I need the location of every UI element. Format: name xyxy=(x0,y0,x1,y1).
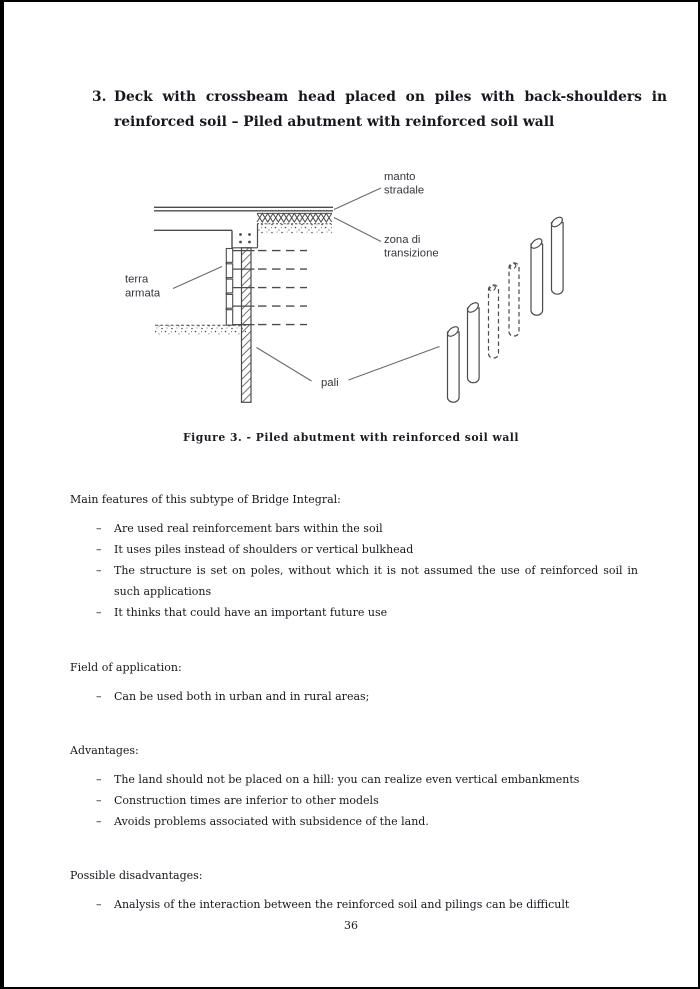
list-item xyxy=(70,602,638,623)
heading-line-1: Deck with crossbeam head placed on piles with back-shoulders in xyxy=(114,89,668,105)
leader-zona-transizione xyxy=(334,218,381,242)
bullet-dash: – xyxy=(96,606,102,619)
list-item xyxy=(70,518,638,539)
list-item xyxy=(70,894,638,915)
section-field-of-application xyxy=(70,657,638,707)
list-item-text: Analysis of the interaction between the reinforced soil and pilings can be difficult xyxy=(114,898,570,911)
pile-cylinder-dashed xyxy=(489,285,499,358)
figure-diagram xyxy=(4,2,700,462)
figure-caption: Figure 3. - Piled abutment with reinforced soil wall xyxy=(182,431,520,444)
section-title: Possible disadvantages: xyxy=(70,869,203,882)
pile-cylinder xyxy=(550,215,564,294)
transition-zone xyxy=(257,213,332,234)
pile-cylinder xyxy=(466,301,480,383)
label-terra-line1: terra xyxy=(125,273,149,286)
pile-cylinder xyxy=(446,325,460,402)
section-advantages xyxy=(70,740,638,832)
leader-pali-right xyxy=(349,347,440,381)
section-title: Main features of this subtype of Bridge Integral: xyxy=(70,493,341,506)
section-possible-disadvantages xyxy=(70,865,638,915)
pile-cylinder xyxy=(529,237,543,315)
label-manto-line1: manto xyxy=(384,171,416,183)
crossbeam-dots xyxy=(239,233,251,243)
list-item xyxy=(70,769,638,790)
list-item-text: It thinks that could have an important future use xyxy=(114,606,388,619)
bullet-list xyxy=(70,518,638,623)
list-item-text: Construction times are inferior to other models xyxy=(114,794,379,807)
page-number: 36 xyxy=(344,919,358,932)
leader-terra-armata xyxy=(173,267,222,289)
list-item-text: Can be used both in urban and in rural areas; xyxy=(114,690,370,703)
list-item xyxy=(70,560,638,602)
list-item-text: The land should not be placed on a hill: you can realize even vertical embankments xyxy=(114,773,580,786)
label-zona-line2: transizione xyxy=(384,247,439,260)
label-pali: pali xyxy=(321,377,339,389)
list-item xyxy=(70,790,638,811)
leader-pali-left xyxy=(257,348,312,382)
list-item-text: It uses piles instead of shoulders or vertical bulkhead xyxy=(114,543,414,556)
bullet-list xyxy=(70,769,638,832)
bullet-dash: – xyxy=(96,815,102,828)
bullet-dash: – xyxy=(96,898,102,911)
section-main-features xyxy=(70,489,638,623)
section-title: Field of application: xyxy=(70,661,182,674)
leader-manto-stradale xyxy=(334,188,381,210)
list-item xyxy=(70,686,638,707)
list-item xyxy=(70,811,638,832)
ground-surface xyxy=(155,325,246,335)
piles-group xyxy=(446,215,564,402)
bullet-dash: – xyxy=(96,794,102,807)
facing-panels xyxy=(226,249,233,326)
label-terra-line2: armata xyxy=(125,287,161,300)
bullet-dash: – xyxy=(96,543,102,556)
bullet-list xyxy=(70,894,638,915)
label-manto-line2: stradale xyxy=(384,184,425,197)
section-title: Advantages: xyxy=(70,744,139,757)
heading-number: 3. xyxy=(92,89,107,105)
bullet-dash: – xyxy=(96,773,102,786)
bullet-dash: – xyxy=(96,522,102,535)
list-item-text: Are used real reinforcement bars within the soil xyxy=(114,522,383,535)
list-item-text: The structure is set on poles, without which it is not assumed the use of reinforced soil in such applications xyxy=(114,564,638,598)
bullet-dash: – xyxy=(96,690,102,703)
leader-lines xyxy=(173,188,440,381)
heading-line-2: reinforced soil – Piled abutment with reinforced soil wall xyxy=(114,114,555,130)
list-item xyxy=(70,539,638,560)
label-zona-line1: zona di xyxy=(384,234,421,246)
crossbeam-head xyxy=(232,224,258,248)
pile-cylinder-dashed xyxy=(509,263,519,336)
bullet-list xyxy=(70,686,638,707)
list-item-text: Avoids problems associated with subsidence of the land. xyxy=(114,815,429,828)
bullet-dash: – xyxy=(96,564,102,577)
